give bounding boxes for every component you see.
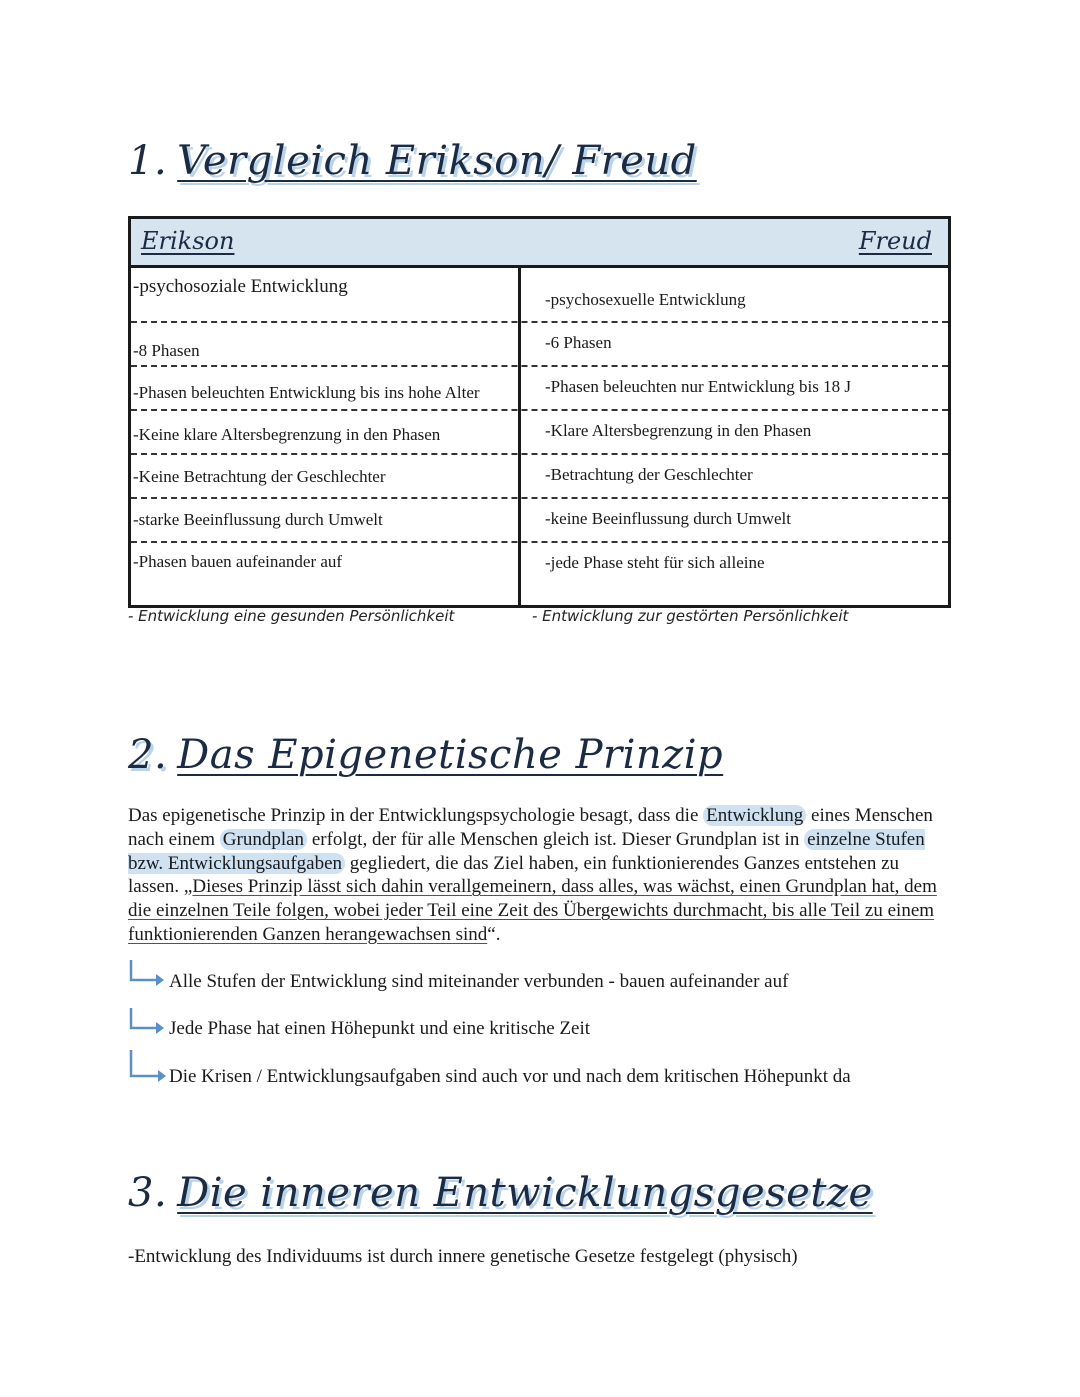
cell-freud: -keine Beeinflussung durch Umwelt: [545, 509, 791, 528]
table-row: [131, 411, 948, 455]
table-row: [131, 268, 948, 323]
section-2-number: 2.: [128, 732, 168, 778]
cell-freud: -6 Phasen: [545, 333, 612, 352]
comparison-table: [128, 216, 951, 608]
cell-freud: -psychosexuelle Entwicklung: [545, 290, 746, 309]
epigenetic-paragraph: [128, 804, 948, 947]
underlined-quote: Dieses Prinzip lässt sich dahin verallgemeinern, dass alles, was wächst, einen Grundplan hat, dem die einzelnen Teile folgen, wobei jeder Teil eine Zeit des Übergewichts durchmacht, bis alle Teil zu einem funktionierenden Ganzen herangewachsen sind: [128, 876, 937, 945]
highlight-stufen: einzelne Stufen bzw. Entwicklungsaufgaben: [128, 828, 925, 874]
section-1-title: Vergleich Erikson/ Freud: [177, 138, 697, 184]
header-erikson: Erikson: [141, 227, 235, 255]
cell-erikson: -8 Phasen: [133, 341, 200, 360]
cell-freud: -jede Phase steht für sich alleine: [545, 553, 765, 572]
table-row: [131, 499, 948, 543]
header-freud: Freud: [858, 227, 932, 255]
paragraph-text: Das epigenetische Prinzip in der Entwicklungspsychologie besagt, dass die: [128, 805, 704, 826]
paragraph-text: erfolgt, der für alle Menschen gleich ist. Dieser Grundplan ist in: [307, 828, 805, 850]
point-2: Jede Phase hat einen Höhepunkt und eine kritische Zeit: [169, 1018, 591, 1039]
cell-erikson: -Phasen bauen aufeinander auf: [133, 552, 343, 571]
section-3-title: Die inneren Entwicklungsgesetze: [177, 1170, 873, 1216]
cell-freud: -Phasen beleuchten nur Entwicklung bis 18 J: [545, 377, 851, 396]
arrow-elbow-icon: [128, 1048, 168, 1084]
paragraph-text: eines Menschen nach einem: [128, 805, 933, 850]
table-row: [131, 543, 948, 585]
section-1-heading: [128, 138, 697, 184]
section-3-line: -Entwicklung des Individuums ist durch innere genetische Gesetze festgelegt (physisch): [128, 1246, 798, 1267]
cell-erikson: -starke Beeinflussung durch Umwelt: [133, 510, 383, 529]
point-3: Die Krisen / Entwicklungsaufgaben sind auch vor und nach dem kritischen Höhepunkt da: [169, 1066, 851, 1087]
section-3-number: 3.: [128, 1170, 168, 1216]
section-3-heading: [128, 1170, 873, 1216]
paragraph-text: “.: [487, 923, 501, 945]
cell-freud: -Betrachtung der Geschlechter: [545, 465, 753, 484]
table-row: [131, 455, 948, 499]
cell-freud: -Klare Altersbegrenzung in den Phasen: [545, 421, 812, 440]
table-row: [131, 323, 948, 367]
arrow-elbow-icon: [128, 1006, 166, 1036]
highlight-grundplan: Grundplan: [220, 829, 307, 850]
cell-erikson: -Keine klare Altersbegrenzung in den Phasen: [133, 425, 441, 444]
cell-erikson: -Phasen beleuchten Entwicklung bis ins hohe Alter: [133, 383, 480, 402]
paragraph-text: gegliedert, die das Ziel haben, ein funktionierendes Ganzes entstehen zu lassen. „: [128, 852, 900, 898]
section-2-title: Das Epigenetische Prinzip: [177, 732, 724, 778]
arrow-elbow-icon: [128, 958, 166, 988]
table-header: [131, 219, 948, 268]
cell-erikson: -psychosoziale Entwicklung: [133, 276, 348, 297]
section-2-heading: [128, 732, 723, 778]
point-1: Alle Stufen der Entwicklung sind miteinander verbunden - bauen aufeinander auf: [169, 971, 789, 992]
note-erikson: - Entwicklung eine gesunden Persönlichkeit: [128, 607, 455, 625]
section-1-number: 1.: [128, 138, 168, 184]
highlight-entwicklung: Entwicklung: [703, 805, 806, 826]
table-row: [131, 367, 948, 411]
note-freud: - Entwicklung zur gestörten Persönlichkeit: [532, 607, 849, 625]
cell-erikson: -Keine Betrachtung der Geschlechter: [133, 467, 386, 486]
